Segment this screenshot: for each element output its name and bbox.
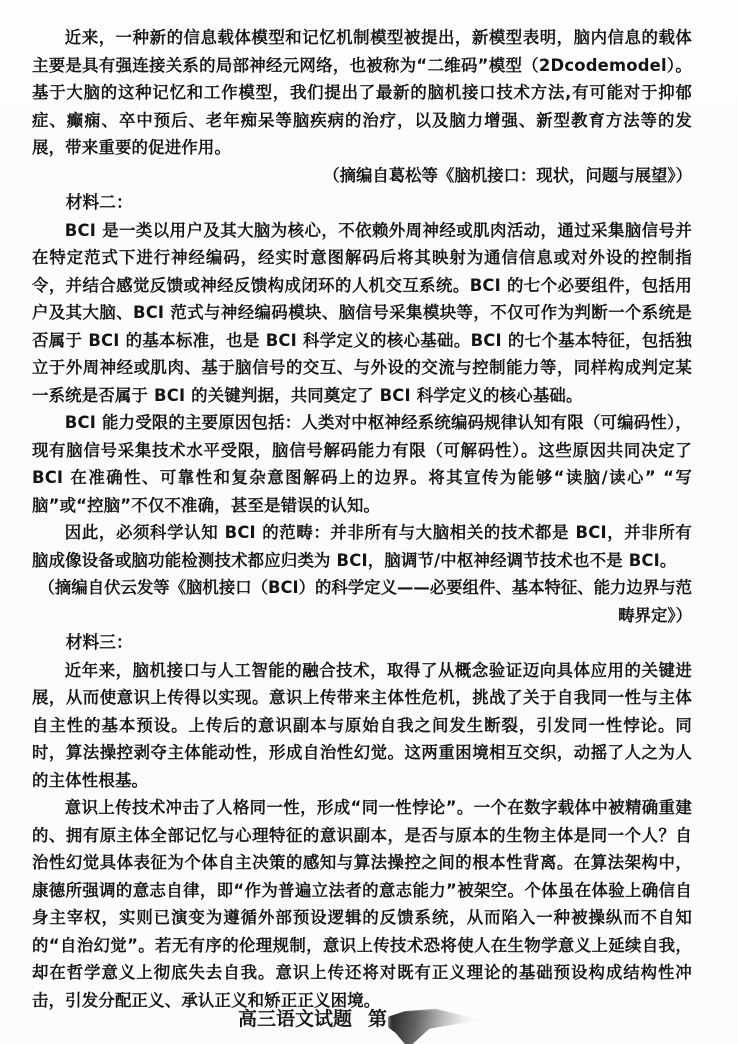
material-one-source-attribution: （摘编自葛松等《脑机接口：现状，问题与展望》） xyxy=(323,165,692,185)
material-two-heading: 材料二： xyxy=(65,192,133,212)
material-three-paragraph-2: 意识上传技术冲击了人格同一性，形成“同一性悖论”。一个在数字载体中被精确重建的、拥有原主体全部记忆与心理特征的意识副本，是否与原本的生物主体是同一个人？自治性幻觉具体表征为个体自主决策的感知与算法操控之间的根本性背离。在算法架构中，康德所强调的意志自律，即“作为普遍立法者的意志能力”被架空。个体虽在体验上确信自身主宰权，实则已演变为遵循外部预设逻辑的反馈系统，从而陷入一种被操纵而不自知的“自治幻觉”。若无有序的伦理规制，意识上传技术恐将使人在生物学意义上延续自我，却在哲学意义上彻底失去自我。意识上传还将对既有正义理论的基础预设构成结构性冲击，引发分配正义、承认正义和矫正正义困境。 xyxy=(32,798,692,1010)
material-one-paragraph: 近来，一种新的信息载体模型和记忆机制模型被提出，新模型表明，脑内信息的载体主要是具有强连接关系的局部神经元网络，也被称为“二维码”模型（2Dcodemodel）。基于大脑的这种记忆和工作模型，我们提出了最新的脑机接口技术方法,有可能对于抑郁症、癫痫、卒中预后、老年痴呆等脑疾病的治疗，以及脑力增强、新型教育方法等的发展，带来重要的促进作用。 xyxy=(32,28,692,157)
material-three-section xyxy=(32,629,692,1014)
material-three-heading: 材料三： xyxy=(65,632,133,652)
footer-page-number-prefix: 第 xyxy=(368,1008,388,1030)
material-two-paragraph-1: BCI 是一类以用户及其大脑为核心，不依赖外周神经或肌肉活动，通过采集脑信号并在特定范式下进行神经编码，经实时意图解码后将其映射为通信信息或对外设的控制指令，并结合感觉反馈或神经反馈构成闭环的人机交互系统。BCI 的七个必要组件，包括用户及其大脑、BCI 范式与神经编码模块、脑信号采集模块等，不仅可作为判断一个系统是否属于 BCI 的基本标准，也是 BCI 科学定义的核心基础。BCI 的七个基本特征，包括独立于外周神经或肌肉、基于脑信号的交互、与外设的交流与控制能力等，同样构成判定某一系统是否属于 BCI 的关键判据，共同奠定了 BCI 科学定义的核心基础。 xyxy=(32,220,692,405)
material-two-source-attribution: （摘编自伏云发等《脑机接口（BCI）的科学定义——必要组件、基本特征、能力边界与范畴界定》） xyxy=(38,578,692,625)
page-footer xyxy=(238,1006,387,1032)
material-two-paragraph-2: BCI 能力受限的主要原因包括：人类对中枢神经系统编码规律认知有限（可编码性），现有脑信号采集技术水平受限，脑信号解码能力有限（可解码性）。这些原因共同决定了 BCI 在准确性、可靠性和复杂意图解码上的边界。将其宣传为能够“读脑/读心” “写脑”或“控脑”不仅不准确，甚至是错误的认知。 xyxy=(32,413,692,515)
material-two-section xyxy=(32,189,692,629)
footer-exam-title: 高三语文试题 xyxy=(238,1008,353,1030)
material-three-paragraph-1: 近年来，脑机接口与人工智能的融合技术，取得了从概念验证迈向具体应用的关键进展，从而使意识上传得以实现。意识上传带来主体性危机，挑战了关于自我同一性与主体自主性的基本预设。上传后的意识副本与原始自我之间发生断裂，引发同一性悖论。同时，算法操控剥夺主体能动性，形成自治性幻觉。这两重困境相互交织，动摇了人之为人的主体性根基。 xyxy=(32,660,692,790)
material-two-paragraph-3: 因此，必须科学认知 BCI 的范畴：并非所有与大脑相关的技术都是 BCI，并非所有脑成像设备或脑功能检测技术都应归类为 BCI，脑调节/中枢神经调节技术也不是 BCI。 xyxy=(32,523,692,570)
material-one-section xyxy=(32,24,692,189)
